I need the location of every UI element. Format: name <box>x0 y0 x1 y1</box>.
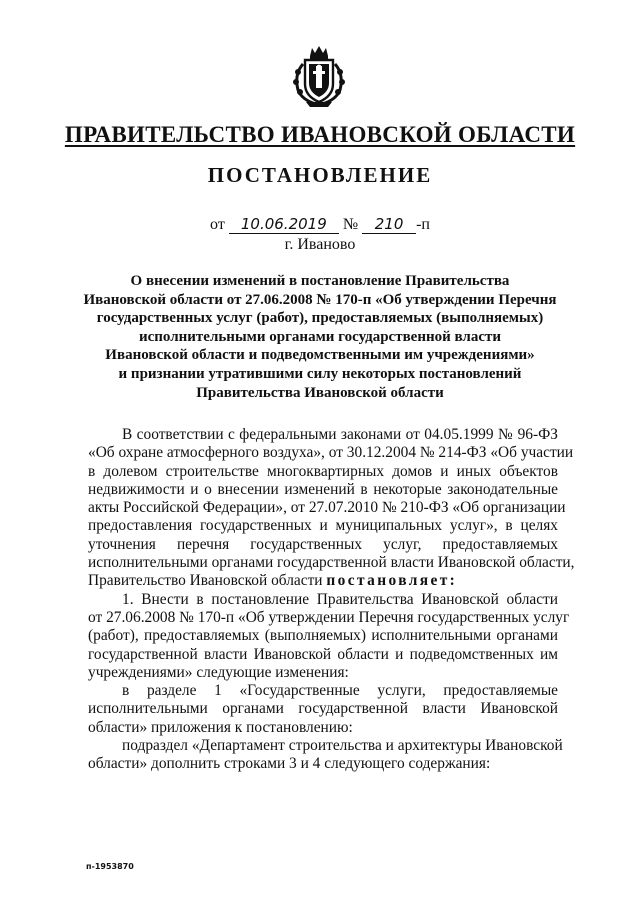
body-line: области» приложения к постановлению: <box>88 718 353 736</box>
body-line: подраздел «Департамент строительства и архитектуры Ивановской <box>122 737 563 755</box>
body-line: в долевом строительстве многоквартирных домов и иных объектов <box>88 462 558 480</box>
document-code: п-1953870 <box>86 862 134 871</box>
number-suffix: -п <box>416 216 430 233</box>
resolves-prefix: Правительство Ивановской области <box>88 572 323 590</box>
body-line: исполнительными органами государственной власти Ивановской <box>88 700 558 718</box>
subject-line: государственных услуг (работ), предоставляемых (выполняемых) <box>96 310 544 327</box>
body-line: акты Российской Федерации», от 27.07.2010 № 210-ФЗ «Об организации <box>88 499 566 517</box>
subject-line: Ивановской области и подведомственными им учреждениями» <box>105 347 535 364</box>
subject-line: исполнительными органами государственной власти <box>138 328 502 345</box>
body-line: «Об охране атмосферного воздуха», от 30.12.2004 № 214-ФЗ «Об участии <box>88 444 574 462</box>
date-value: 10.06.2019 <box>229 216 339 234</box>
body-line <box>88 572 558 590</box>
government-title: ПРАВИТЕЛЬСТВО ИВАНОВСКОЙ ОБЛАСТИ <box>64 122 576 147</box>
subject-line: О внесении изменений в постановление Правительства <box>130 273 510 289</box>
document-subject <box>70 272 570 402</box>
body-line: учреждениями» следующие изменения: <box>88 663 349 681</box>
coat-of-arms-icon <box>288 44 350 108</box>
number-label: № <box>342 216 359 233</box>
subject-line: Ивановской области от 27.06.2008 № 170-п «Об утверждении Перечня <box>83 291 557 308</box>
body-line: от 27.06.2008 № 170-п «Об утверждении Перечня государственных услуг <box>88 608 570 626</box>
body-line: области» дополнить строками 3 и 4 следующего содержания: <box>88 755 491 773</box>
body-line: предоставления государственных и муниципальных услуг», в целях <box>88 517 558 535</box>
body-line: в разделе 1 «Государственные услуги, предоставляемые <box>122 682 558 700</box>
body-line: недвижимости и о внесении изменений в некоторые законодательные <box>88 480 558 498</box>
body-line: 1. Внести в постановление Правительства Ивановской области <box>122 590 558 608</box>
date-prefix: от <box>210 216 225 233</box>
subject-line: и признании утратившими силу некоторых постановлений <box>118 365 522 382</box>
body-line: исполнительными органами государственной власти Ивановской области, <box>88 554 575 572</box>
document-body <box>88 426 575 774</box>
subject-line: Правительства Ивановской области <box>196 384 444 401</box>
body-line: уточнения перечня государственных услуг, предоставляемых <box>88 535 558 553</box>
resolves-word: постановляет: <box>326 572 458 590</box>
body-line: В соответствии с федеральными законами от 04.05.1999 № 96-ФЗ <box>122 426 558 443</box>
document-type-title: ПОСТАНОВЛЕНИЕ <box>207 163 433 187</box>
body-line: государственной власти Ивановской области и подведомственных им <box>88 645 558 663</box>
body-line: (работ), предоставляемых (выполняемых) исполнительными органами <box>88 627 558 645</box>
city-name: г. Иваново <box>284 236 356 253</box>
date-number-line <box>0 216 640 234</box>
number-value: 210 <box>362 216 416 234</box>
